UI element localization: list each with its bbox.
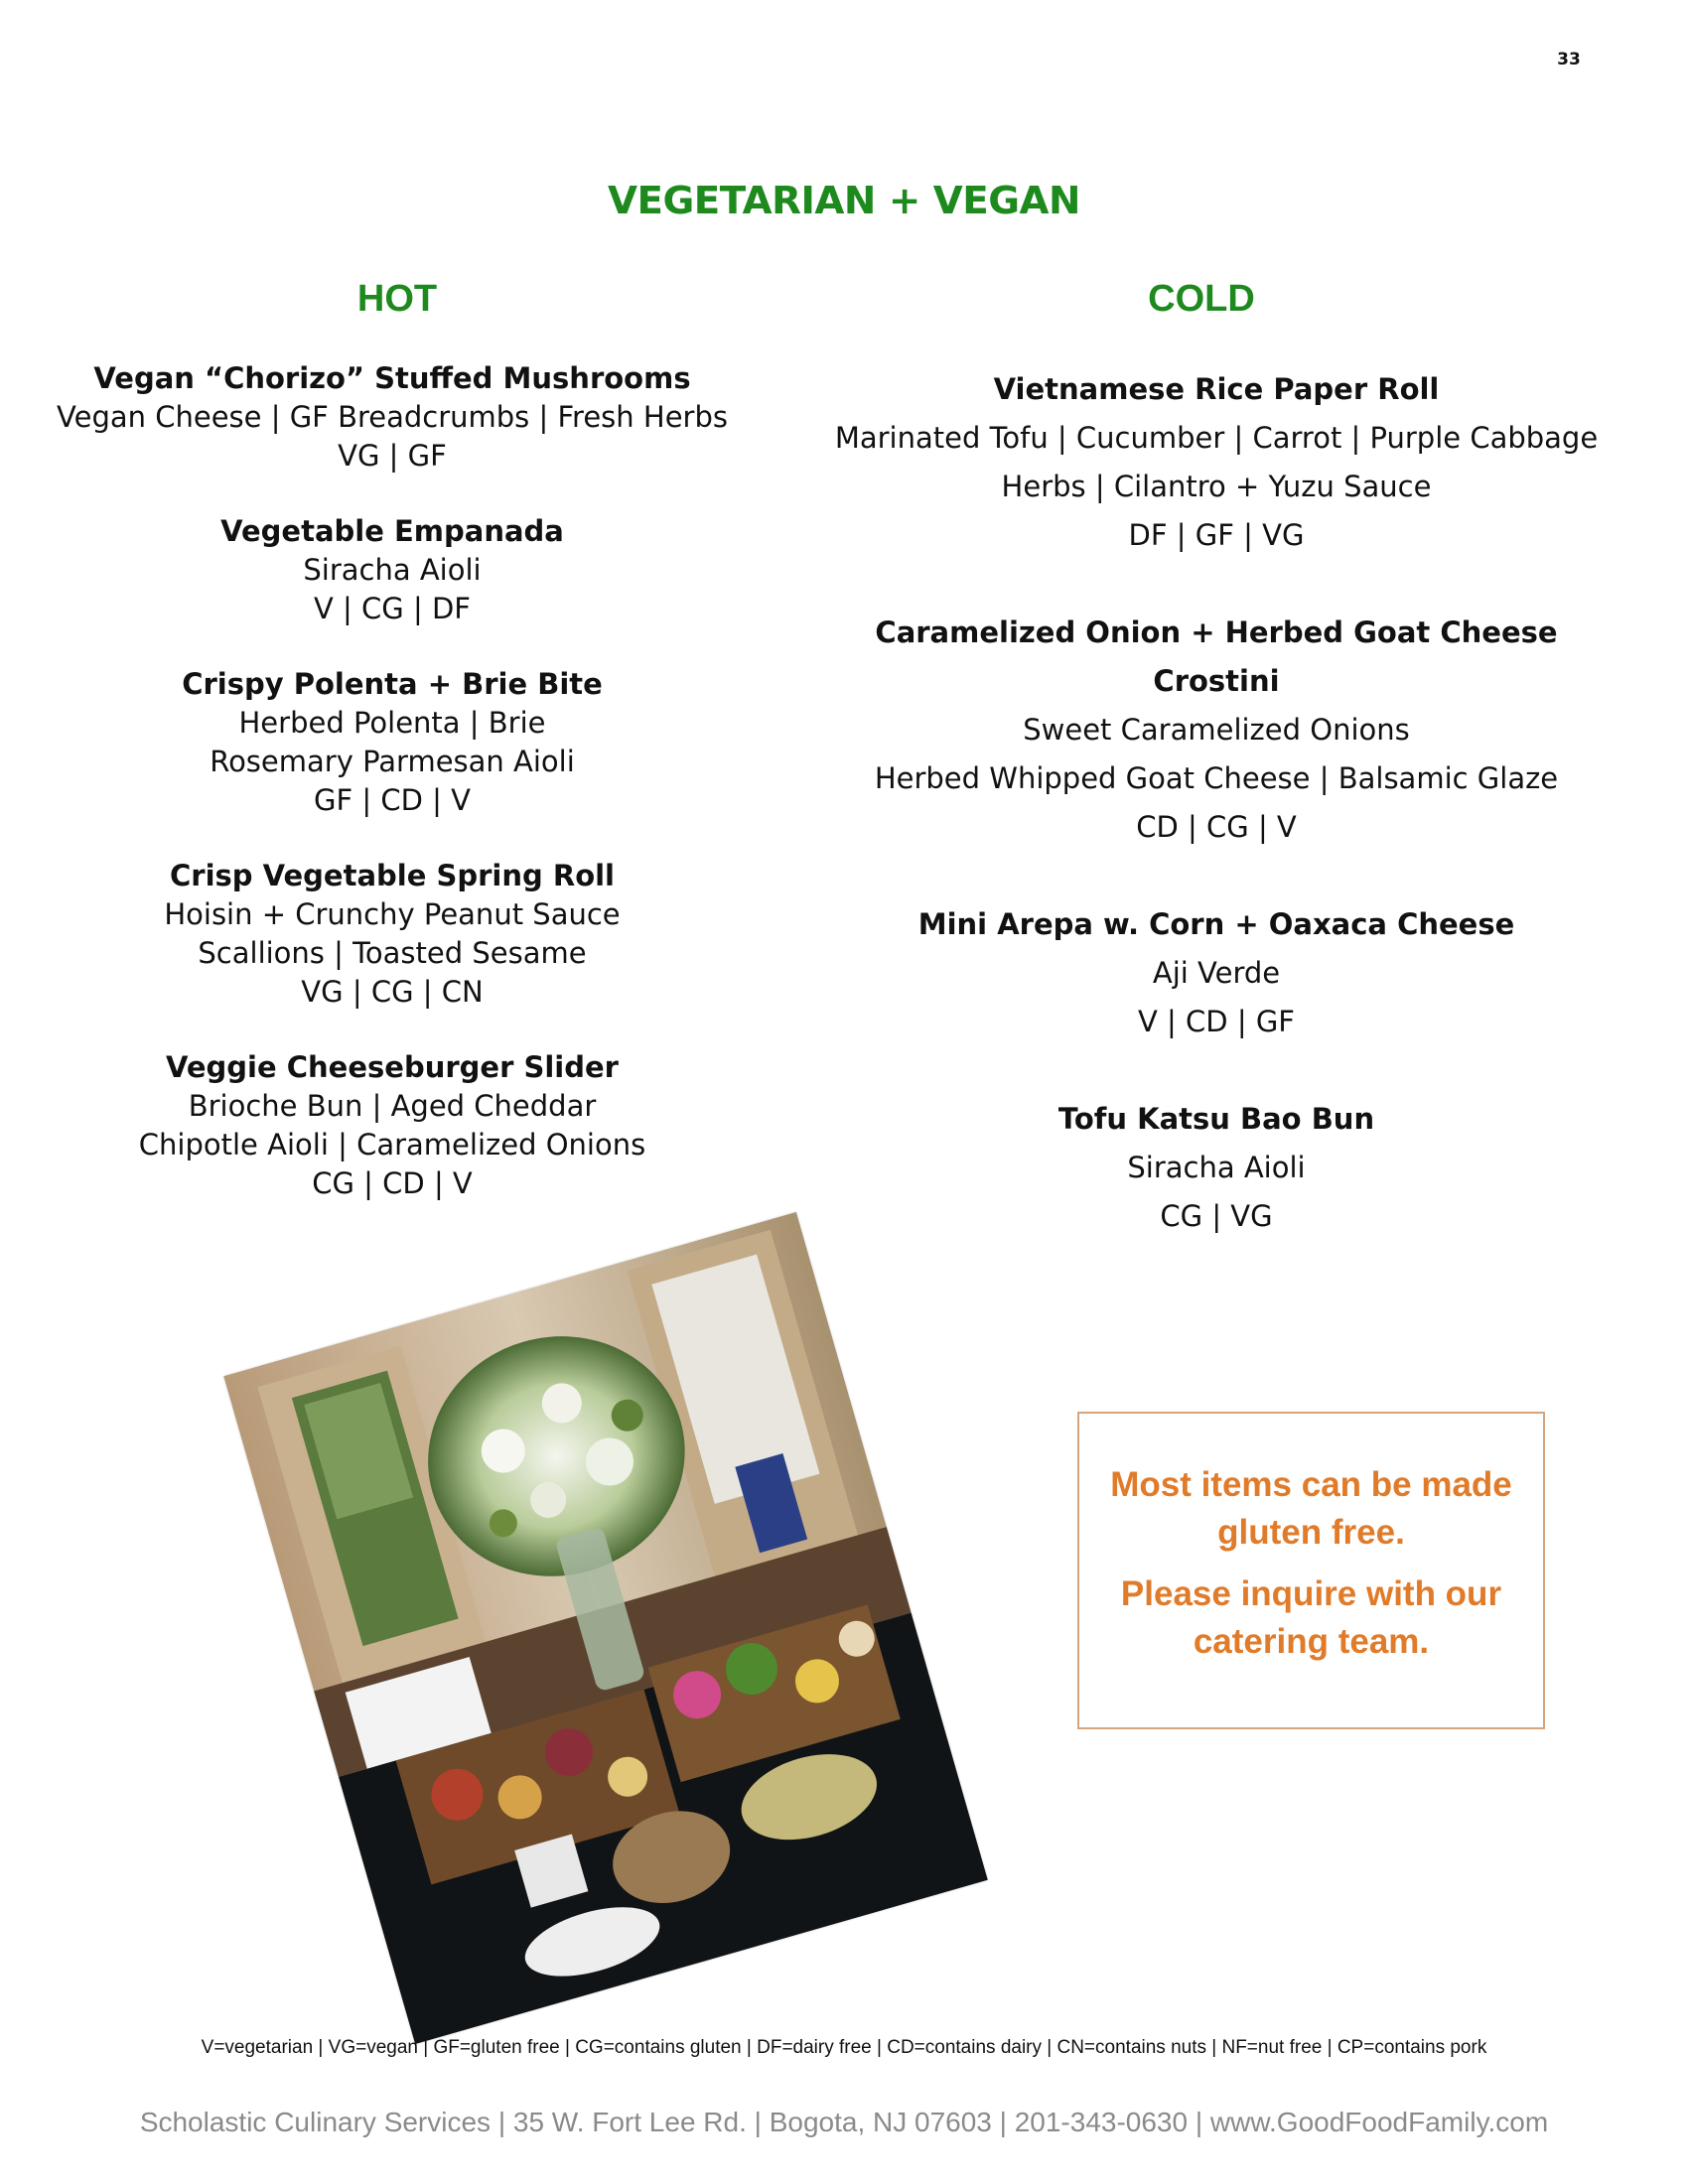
menu-item-name: Mini Arepa w. Corn + Oaxaca Cheese — [917, 907, 1515, 941]
menu-item-name: Veggie Cheeseburger Slider — [166, 1050, 619, 1084]
menu-item-detail: Aji Verde — [1152, 956, 1281, 990]
footer-contact: Scholastic Culinary Services | 35 W. Fort Lee Rd. | Bogota, NJ 07603 | 201-343-0630 | www.GoodFoodFamily.com — [139, 2107, 1549, 2137]
menu-item-detail: Rosemary Parmesan Aioli — [210, 745, 575, 778]
menu-item-tags: CG | CD | V — [312, 1166, 473, 1200]
menu-item-name: Vegan “Chorizo” Stuffed Mushrooms — [93, 361, 691, 395]
menu-item — [814, 609, 1618, 852]
notice-line-2: Please inquire with our catering team. — [1120, 1574, 1502, 1661]
hot-heading: HOT — [356, 278, 438, 320]
menu-item-name: Caramelized Onion + Herbed Goat Cheese Crostini — [875, 615, 1558, 698]
menu-item-detail: Scallions | Toasted Sesame — [198, 936, 587, 970]
menu-item — [814, 1095, 1618, 1241]
menu-item-detail: Sweet Caramelized Onions — [1023, 713, 1410, 747]
gluten-free-notice — [1077, 1412, 1545, 1729]
menu-item-name: Vegetable Empanada — [220, 514, 564, 548]
menu-item-tags: VG | CG | CN — [301, 975, 484, 1009]
menu-item-tags: VG | GF — [338, 439, 447, 473]
menu-item-detail: Chipotle Aioli | Caramelized Onions — [138, 1128, 646, 1161]
catering-photo — [223, 1212, 988, 2044]
menu-item-detail: Brioche Bun | Aged Cheddar — [188, 1089, 597, 1123]
menu-item-tags: CG | VG — [1160, 1199, 1273, 1233]
menu-item — [40, 359, 745, 476]
menu-item — [814, 365, 1618, 560]
menu-item-tags: V | CG | DF — [314, 592, 471, 625]
menu-item-name: Crispy Polenta + Brie Bite — [182, 667, 603, 701]
page-number: 33 — [1557, 50, 1581, 69]
menu-item — [40, 1048, 745, 1203]
catering-photo-image — [223, 1212, 988, 2044]
menu-item-detail: Vegan Cheese | GF Breadcrumbs | Fresh Herbs — [57, 400, 728, 434]
menu-item — [814, 900, 1618, 1046]
menu-item-detail: Marinated Tofu | Cucumber | Carrot | Purple Cabbage — [834, 421, 1599, 455]
cold-heading: COLD — [1148, 278, 1255, 320]
menu-item-detail: Siracha Aioli — [303, 553, 482, 587]
hot-menu-column — [40, 359, 745, 1240]
menu-item-detail: Herbs | Cilantro + Yuzu Sauce — [1001, 470, 1432, 503]
dietary-legend: V=vegetarian | VG=vegan | GF=gluten free | CG=contains gluten | DF=dairy free | CD=contains dairy | CN=contains nuts | NF=nut free | CP=contains pork — [201, 2037, 1487, 2058]
menu-item-name: Crisp Vegetable Spring Roll — [169, 859, 615, 892]
menu-item-name: Tofu Katsu Bao Bun — [1057, 1102, 1375, 1136]
menu-item-detail: Herbed Whipped Goat Cheese | Balsamic Glaze — [874, 761, 1559, 795]
menu-item-detail: Siracha Aioli — [1127, 1151, 1306, 1184]
menu-item — [40, 512, 745, 628]
menu-item-tags: V | CD | GF — [1138, 1005, 1295, 1038]
menu-item-detail: Hoisin + Crunchy Peanut Sauce — [164, 897, 621, 931]
menu-item — [40, 665, 745, 820]
page-title: VEGETARIAN + VEGAN — [608, 179, 1080, 222]
menu-item-name: Vietnamese Rice Paper Roll — [993, 372, 1440, 406]
notice-line-1: Most items can be made gluten free. — [1110, 1465, 1512, 1552]
menu-item-detail: Herbed Polenta | Brie — [238, 706, 546, 740]
cold-menu-column — [814, 365, 1618, 1290]
menu-item-tags: GF | CD | V — [314, 783, 471, 817]
menu-item-tags: DF | GF | VG — [1128, 518, 1305, 552]
menu-item — [40, 857, 745, 1012]
menu-item-tags: CD | CG | V — [1136, 810, 1297, 844]
